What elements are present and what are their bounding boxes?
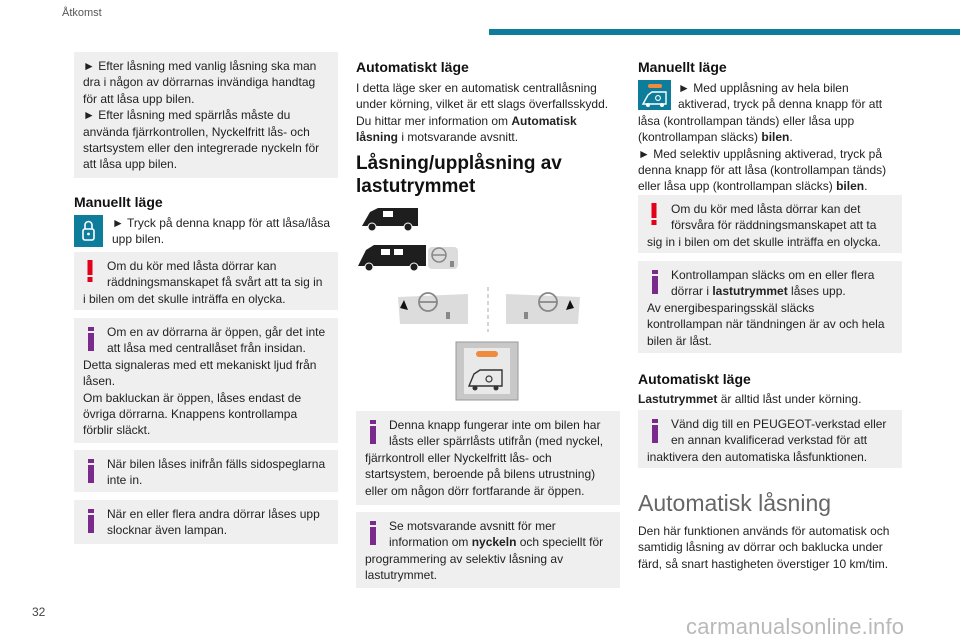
door-left-panel [398,293,468,324]
manual-mode-heading-2: Manuellt läge [638,59,727,75]
cargo-lock-button [456,342,518,400]
manual-mode-heading: Manuellt läge [74,194,163,210]
automatic-mode-heading: Automatiskt läge [356,59,469,75]
warning-box-2: Om du kör med låsta dörrar kan det försvåra för räddningsmanskapet att ta sig in i bilen om det skulle inträffa en olycka. [638,195,902,253]
info-box-see-key: Se motsvarande avsnitt för mer information om nyckeln och speciellt för programmering av selektiv låsning av lastutrymmet. [356,512,620,588]
manual-mode-text-2: ► Med upplåsning av hela bilen aktiverad, tryck på denna knapp för att låsa (kontrollampan tänds) eller låsa upp (kontrollampan släcks) bilen. ► Med selektiv upplåsning aktiverad, tryck på denna knapp för att låsa (kontrollampan tänds) eller låsa upp (kontrollampan släcks) bilen. [638,81,887,194]
section-title: Åtkomst [62,7,102,19]
info-icon [87,459,95,483]
info-icon [87,327,95,351]
padlock-icon [74,215,103,247]
info-box-workshop: Vänd dig till en PEUGEOT-verkstad eller en annan kvalificerad verkstad för att inaktivera den automatiska låsfunktionen. [638,410,902,468]
info-box-lamp-cargo: Kontrollampan släcks om en eller flera dörrar i lastutrymmet låses upp. Av energibesparingsskäl släcks kontrollampan när tändningen är av och hela bilen är låst. [638,261,902,353]
info-icon [651,419,659,443]
automatic-mode-text-2: Lastutrymmet är alltid låst under körning. [638,392,862,406]
warning-box: Om du kör med låsta dörrar kan räddningsmanskapet få svårt att ta sig in i bilen om det skulle inträffa en olycka. [74,252,338,310]
automatic-mode-text: I detta läge sker en automatisk centrallåsning under körning, vilket är ett slags överfallsskydd. Du hittar mer information om Automatisk låsning i motsvarande avsnitt. [356,81,609,145]
note-box-unlock: ► Efter låsning med vanlig låsning ska man dra i någon av dörrarnas invändiga handtag för att låsa upp bilen. ► Efter låsning med spärrlås måste du använda fjärrkontrollen, Nyckelfritt lås- och startsystem eller den integrerade nyckeln för att låsa upp bilen. [74,52,338,178]
info-icon [369,420,377,444]
exclamation-icon [651,203,657,225]
driver-seat-icon [428,247,458,269]
door-right-panel [506,293,580,324]
watermark: carmanualsonline.info [686,614,905,639]
automatic-locking-heading: Automatisk låsning [638,490,832,516]
info-box-mirrors: När bilen låses inifrån fälls sidospeglarna inte in. [74,450,338,492]
manual-mode-text: ► Tryck på denna knapp för att låsa/låsa upp bilen. [112,216,330,247]
cargo-lock-heading: Låsning/upplåsning av lastutrymmet [356,153,562,197]
header-accent-bar [489,29,960,35]
info-box-lamp: När en eller flera andra dörrar låses upp slocknar även lampan. [74,500,338,544]
info-icon [651,270,659,294]
info-box-button-locked: Denna knapp fungerar inte om bilen har låsts eller spärrlåsts utifrån (med nyckel, fjärrkontroll eller Nyckelfritt lås- och startsystem, beroende på bilens utrustning) eller om någon dörr fortfarande är öppen. [356,411,620,505]
van-long-icon [358,245,426,271]
info-icon [369,521,377,545]
exclamation-icon [87,260,93,282]
page-number: 32 [32,605,46,619]
automatic-locking-text: Den här funktionen används för automatisk och samtidig låsning av dörrar och baklucka under färd, så snart hastigheten överstiger 10 km/tim. [638,524,890,571]
info-box-doors: Om en av dörrarna är öppen, går det inte att låsa med centrallåset från insidan. Detta signaleras med ett mekaniskt ljud från låsen. Om bakluckan är öppen, låses endast de övriga dörrarna. Knappens kontrollampa förblir släckt. [74,318,338,443]
cargo-lock-illustration [356,202,620,402]
automatic-mode-heading-2: Automatiskt läge [638,371,751,387]
info-icon [87,509,95,533]
van-short-icon [362,208,418,231]
